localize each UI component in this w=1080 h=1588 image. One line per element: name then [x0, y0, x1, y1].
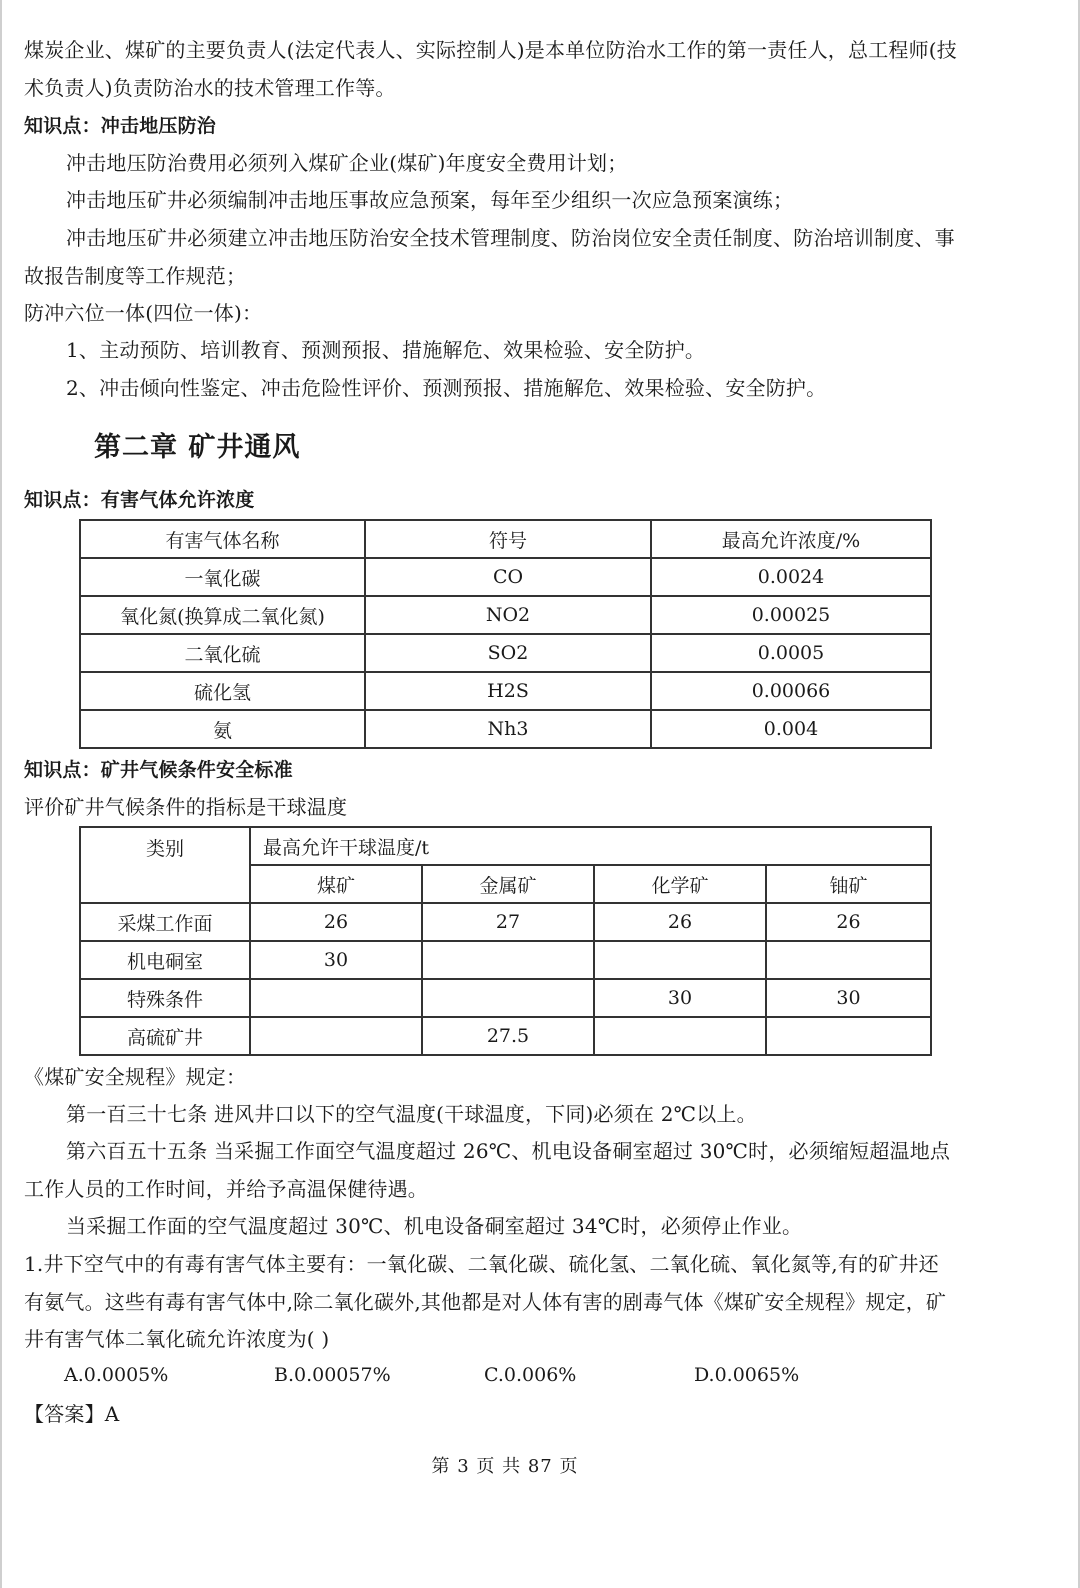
regulation-article-655a: 第六百五十五条 当采掘工作面空气温度超过 26℃、机电设备硐室超过 30℃时，必须缩短超温地点 [66, 1139, 951, 1163]
table-cell: 机电硐室 [80, 941, 250, 979]
table-cell: NO2 [365, 596, 651, 634]
page-edge-left [0, 0, 2, 1588]
table-row [80, 596, 931, 634]
table-cell [594, 1017, 766, 1055]
table-row [80, 1017, 931, 1055]
table-cell: 0.00066 [651, 672, 931, 710]
gas-concentration-table [79, 519, 932, 749]
chapter-title: 第二章 矿井通风 [94, 432, 301, 463]
regulation-article-655b: 工作人员的工作时间，并给予高温保健待遇。 [24, 1177, 428, 1201]
header-cell-category: 类别 [80, 827, 250, 903]
table-cell: 氨 [80, 710, 365, 748]
table-row [80, 672, 931, 710]
question-line-2: 有氨气。这些有毒有害气体中,除二氧化碳外,其他都是对人体有害的剧毒气体《煤矿安全规程》规定，矿 [24, 1290, 947, 1314]
impact-item-2: 2、冲击倾向性鉴定、冲击危险性评价、预测预报、措施解危、效果检验、安全防护。 [66, 376, 827, 400]
table-cell: 高硫矿井 [80, 1017, 250, 1055]
subheader-cell: 金属矿 [422, 865, 594, 903]
intro-line-2: 术负责人)负责防治水的技术管理工作等。 [24, 76, 396, 100]
table-row [80, 903, 931, 941]
table-cell: SO2 [365, 634, 651, 672]
climate-intro: 评价矿井气候条件的指标是干球温度 [24, 795, 348, 819]
climate-temperature-table [79, 826, 932, 1056]
table-cell: 硫化氢 [80, 672, 365, 710]
table-row [80, 941, 931, 979]
table-row [80, 979, 931, 1017]
table-row [80, 710, 931, 748]
table-cell: 27.5 [422, 1017, 594, 1055]
question-line-1: 1.井下空气中的有毒有害气体主要有：一氧化碳、二氧化碳、硫化氢、二氧化硫、氧化氮等,有的矿井还 [24, 1252, 939, 1276]
table-header-row [80, 827, 931, 865]
subheader-cell: 铀矿 [766, 865, 931, 903]
table-cell: H2S [365, 672, 651, 710]
header-cell: 有害气体名称 [80, 520, 365, 558]
table-cell: 27 [422, 903, 594, 941]
page-number-footer: 第 3 页 共 87 页 [431, 1456, 579, 1477]
table-cell: 26 [766, 903, 931, 941]
table-cell: 特殊条件 [80, 979, 250, 1017]
impact-heading: 知识点：冲击地压防治 [24, 115, 217, 137]
option-a: A.0.0005% [64, 1364, 169, 1386]
table-row [80, 558, 931, 596]
table-cell: 二氧化硫 [80, 634, 365, 672]
table-cell [422, 979, 594, 1017]
impact-paragraph-3a: 冲击地压矿井必须建立冲击地压防治安全技术管理制度、防治岗位安全责任制度、防治培训制度、事 [66, 226, 955, 250]
header-cell-main: 最高允许干球温度/t [250, 827, 931, 865]
regulation-title: 《煤矿安全规程》规定： [24, 1065, 247, 1089]
option-c: C.0.006% [484, 1364, 577, 1386]
table-cell: 0.00025 [651, 596, 931, 634]
table-cell [250, 979, 422, 1017]
table-cell: 采煤工作面 [80, 903, 250, 941]
table-header-row [80, 520, 931, 558]
option-d: D.0.0065% [694, 1364, 800, 1386]
table-cell [250, 1017, 422, 1055]
regulation-article-137: 第一百三十七条 进风井口以下的空气温度(干球温度，下同)必须在 2℃以上。 [66, 1102, 757, 1126]
intro-line-1: 煤炭企业、煤矿的主要负责人(法定代表人、实际控制人)是本单位防治水工作的第一责任人，总工程师(技 [24, 38, 958, 62]
table-cell [766, 941, 931, 979]
impact-item-1: 1、主动预防、培训教育、预测预报、措施解危、效果检验、安全防护。 [66, 338, 706, 362]
table-cell: 30 [594, 979, 766, 1017]
table-cell: 一氧化碳 [80, 558, 365, 596]
table-row [80, 634, 931, 672]
subheader-cell: 煤矿 [250, 865, 422, 903]
gas-heading: 知识点：有害气体允许浓度 [24, 489, 255, 511]
table-cell: 26 [594, 903, 766, 941]
table-cell: 26 [250, 903, 422, 941]
option-b: B.0.00057% [274, 1364, 391, 1386]
table-cell: 0.0024 [651, 558, 931, 596]
table-cell: 0.004 [651, 710, 931, 748]
table-cell: 30 [766, 979, 931, 1017]
question-line-3: 井有害气体二氧化硫允许浓度为( ) [24, 1327, 330, 1351]
impact-paragraph-4: 防冲六位一体(四位一体)： [24, 301, 263, 325]
table-cell [422, 941, 594, 979]
table-cell: 氧化氮(换算成二氧化氮) [80, 596, 365, 634]
subheader-cell: 化学矿 [594, 865, 766, 903]
impact-paragraph-3b: 故报告制度等工作规范； [24, 264, 247, 288]
table-cell [594, 941, 766, 979]
table-cell [766, 1017, 931, 1055]
table-cell: 30 [250, 941, 422, 979]
impact-paragraph-2: 冲击地压矿井必须编制冲击地压事故应急预案，每年至少组织一次应急预案演练； [66, 188, 794, 212]
header-cell: 符号 [365, 520, 651, 558]
table-cell: Nh3 [365, 710, 651, 748]
answer-line: 【答案】A [24, 1402, 120, 1426]
regulation-article-655c: 当采掘工作面的空气温度超过 30℃、机电设备硐室超过 34℃时，必须停止作业。 [66, 1214, 803, 1238]
impact-paragraph-1: 冲击地压防治费用必须列入煤矿企业(煤矿)年度安全费用计划； [66, 151, 628, 175]
header-cell: 最高允许浓度/% [651, 520, 931, 558]
climate-heading: 知识点：矿井气候条件安全标准 [24, 759, 293, 781]
table-cell: CO [365, 558, 651, 596]
table-cell: 0.0005 [651, 634, 931, 672]
